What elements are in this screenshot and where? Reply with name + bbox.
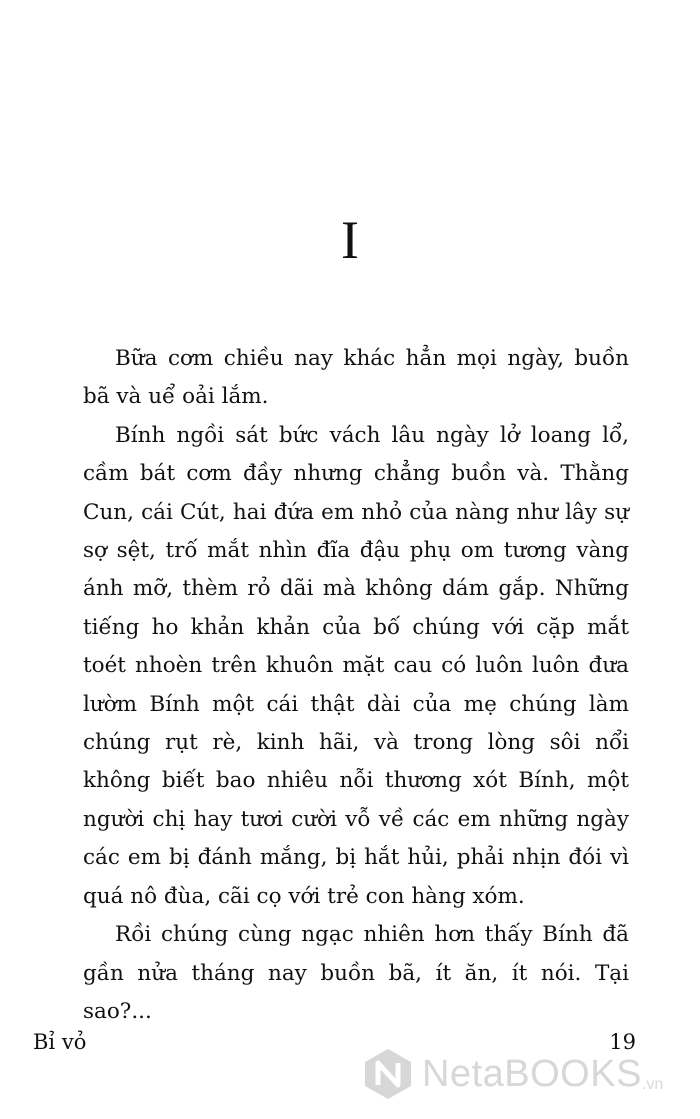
paragraph: Bữa cơm chiều nay khác hẳn mọi ngày, buồn bã và uể oải lắm. xyxy=(83,346,629,410)
page-number: 19 xyxy=(609,1030,636,1054)
paragraph: Bính ngồi sát bức vách lâu ngày lở loang lổ, cầm bát cơm đầy nhưng chẳng buồn và. Thằng Cun, cái Cút, hai đứa em nhỏ của nàng như lây sự sợ sệt, trố mắt nhìn đĩa đậu phụ om tương vàng ánh mỡ, thèm rỏ dãi mà không dám gắp. Những tiếng ho khản khản của bố chúng với cặp mắt toét nhoèn trên khuôn mặt cau có luôn luôn đưa lườm Bính một cái thật dài của mẹ chúng làm chúng rụt rè, kinh hãi, và trong lòng sôi nổi không biết bao nhiêu nỗi thương xót Bính, một người chị hay tươi cười vỗ về các em những ngày các em bị đánh mắng, bị hắt hủi, phải nhịn đói vì quá nô đùa, cãi cọ với trẻ con hàng xóm. xyxy=(83,422,629,909)
watermark-text: NetaBOOKS xyxy=(422,1052,642,1095)
neta-logo-icon xyxy=(360,1046,416,1102)
body-text xyxy=(83,340,629,1031)
footer-book-title: Bỉ vỏ xyxy=(33,1030,87,1054)
chapter-heading: I xyxy=(341,210,359,270)
watermark xyxy=(360,1046,663,1102)
watermark-suffix: .vn xyxy=(641,1076,664,1093)
paragraph: Rồi chúng cùng ngạc nhiên hơn thấy Bính đã gần nửa tháng nay buồn bã, ít ăn, ít nói. Tại sao?... xyxy=(83,922,629,1024)
